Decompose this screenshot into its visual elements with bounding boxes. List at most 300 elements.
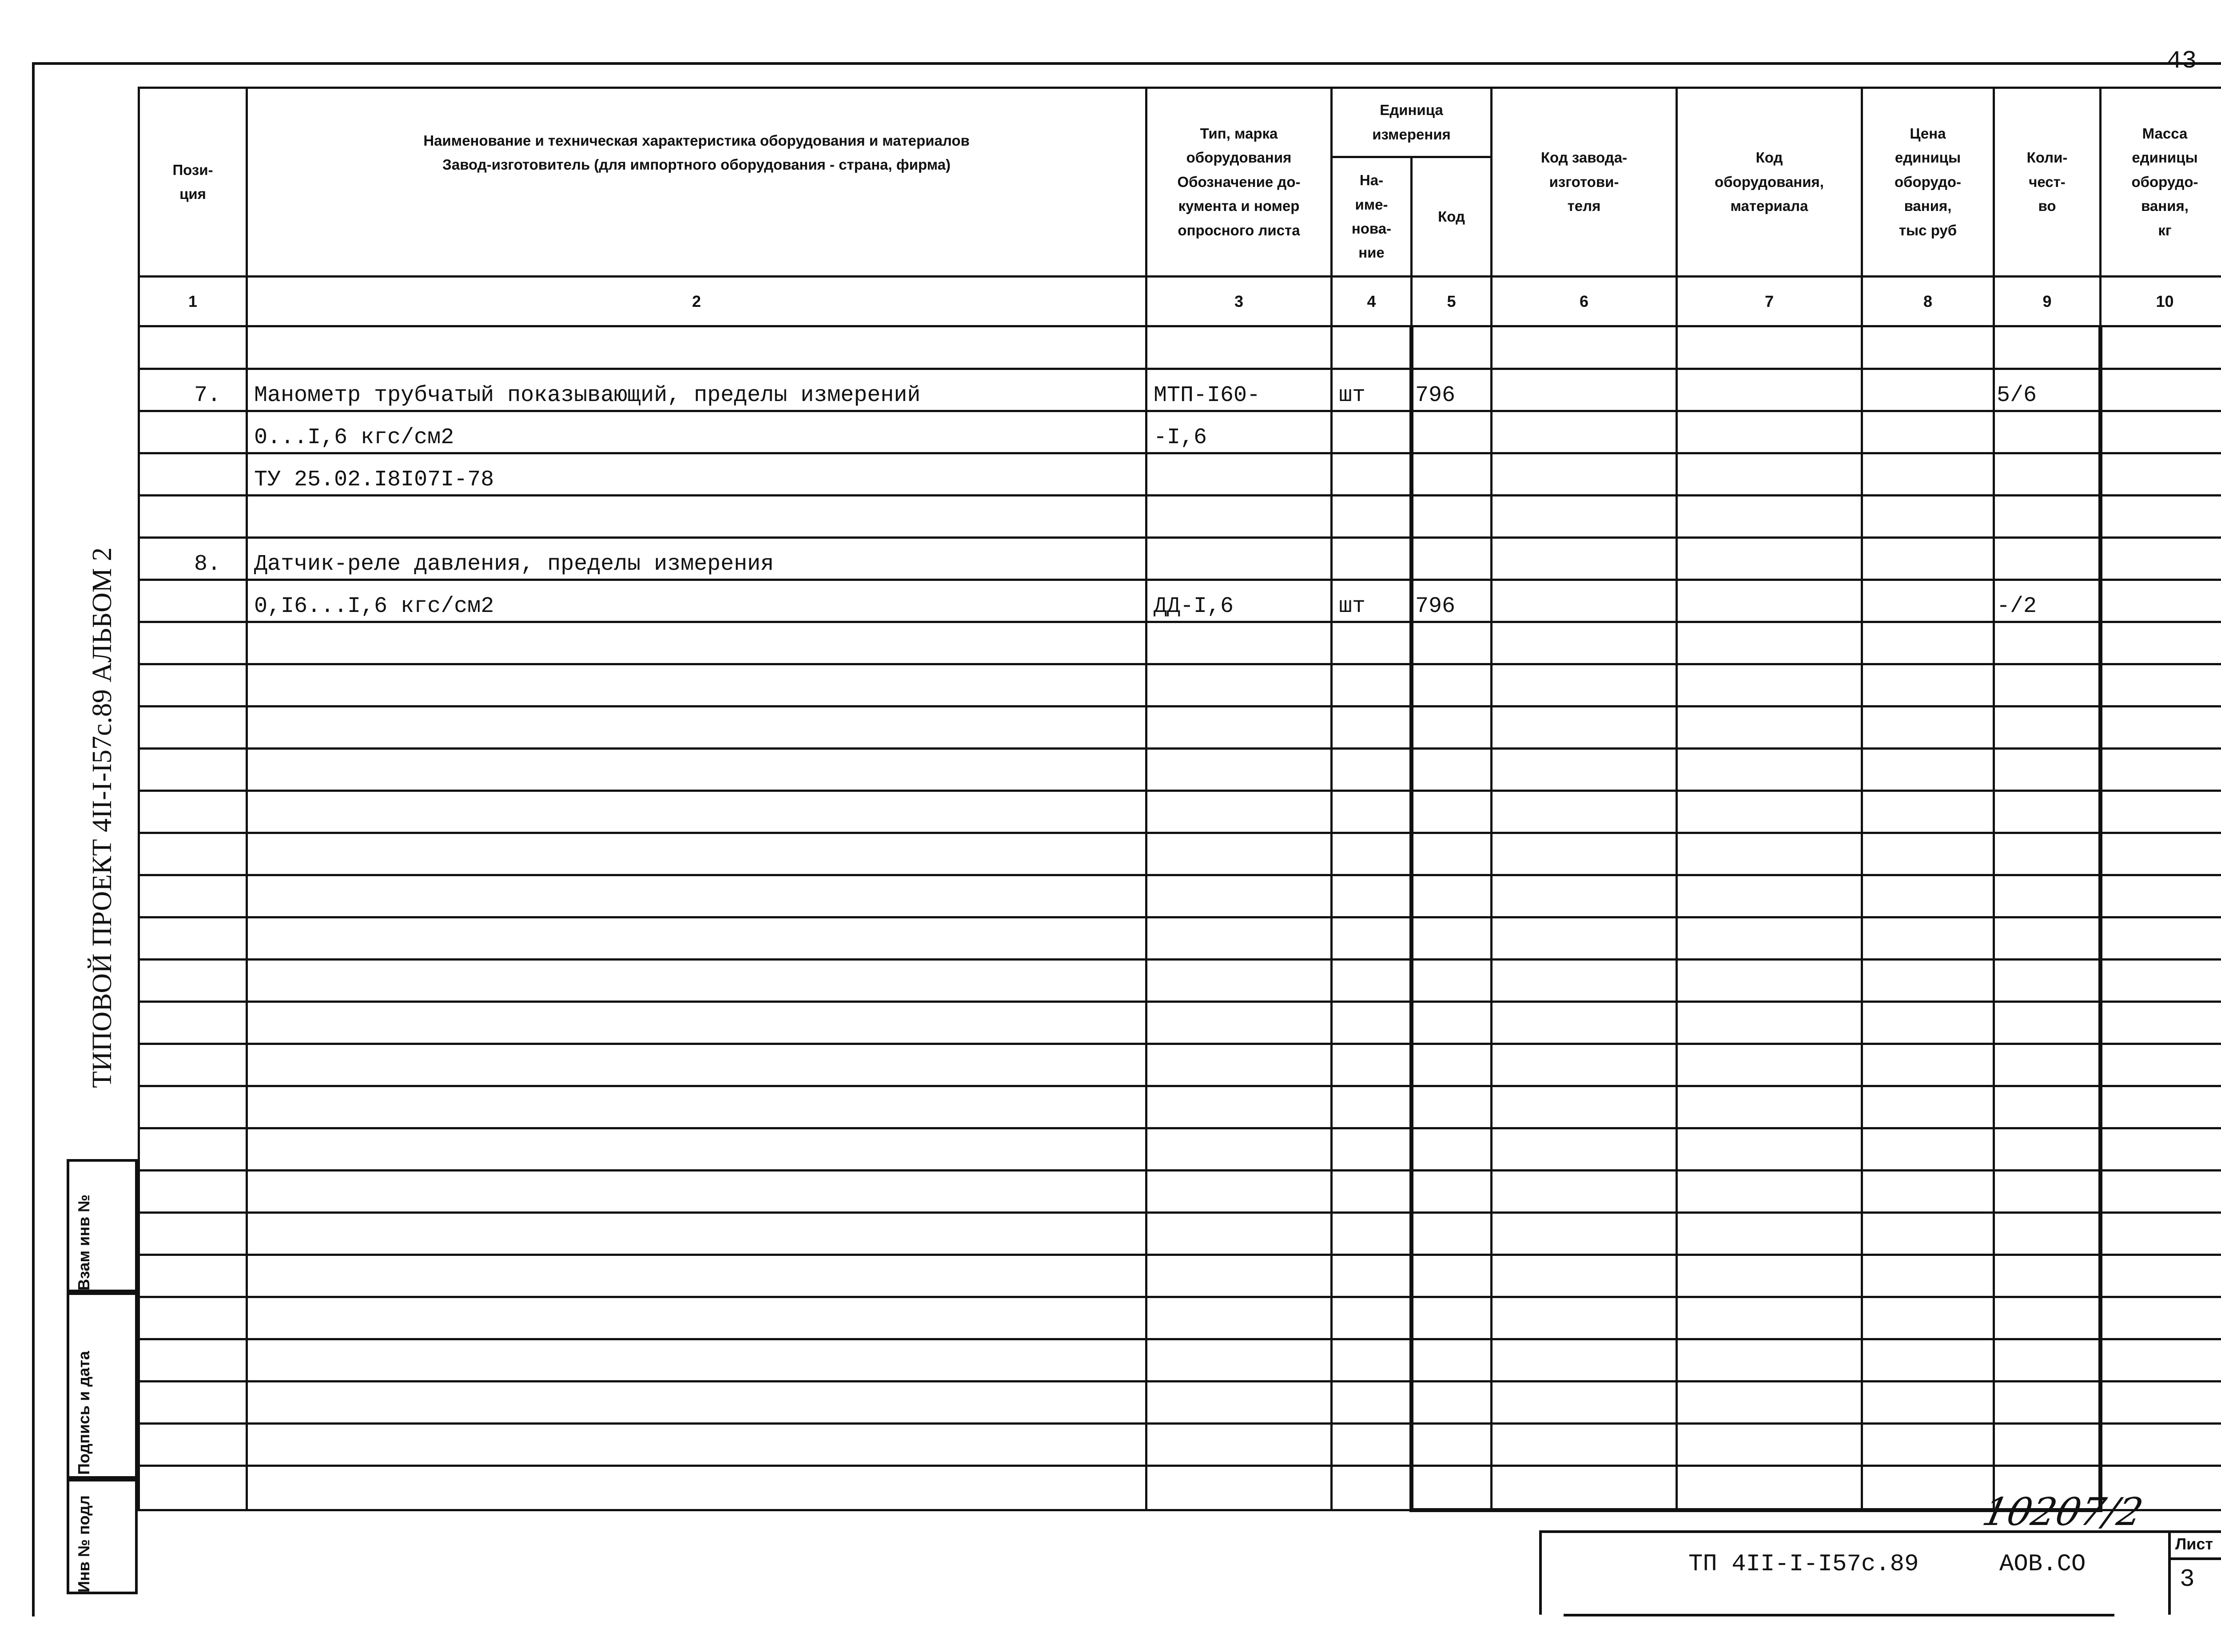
table-cell xyxy=(1862,496,1994,538)
table-cell: 8. xyxy=(139,538,247,580)
table-cell xyxy=(1677,1382,1862,1424)
table-cell xyxy=(2101,1297,2221,1339)
table-cell xyxy=(247,917,1146,960)
column-number: 8 xyxy=(1862,277,1994,326)
table-cell xyxy=(1994,833,2101,875)
table-cell xyxy=(1332,1086,1412,1128)
table-cell xyxy=(1146,875,1332,917)
header-quantity: Коли- чест- во xyxy=(1994,88,2101,277)
side-project-title: ТИПОВОЙ ПРОЕКТ 4II-I-I57с.89 АЛЬБОМ 2 xyxy=(87,547,117,1088)
table-cell xyxy=(1412,875,1492,917)
table-cell xyxy=(1862,1171,1994,1213)
title-block xyxy=(1539,1530,2221,1615)
table-cell xyxy=(1146,1213,1332,1255)
table-cell xyxy=(1332,1339,1412,1382)
table-cell xyxy=(139,1002,247,1044)
column-number: 6 xyxy=(1492,277,1677,326)
table-cell xyxy=(2101,917,2221,960)
table-cell xyxy=(1862,875,1994,917)
table-row xyxy=(139,1424,2221,1466)
table-cell xyxy=(1677,622,1862,664)
table-cell xyxy=(1332,1382,1412,1424)
table-cell: Манометр трубчатый показывающий, пределы измерений xyxy=(247,369,1146,411)
table-cell xyxy=(1862,707,1994,749)
handwritten-number: 10207/2 xyxy=(1978,1490,2147,1534)
table-cell xyxy=(1677,326,1862,369)
header-equipment-code: Код оборудования, материала xyxy=(1677,88,1862,277)
table-cell xyxy=(1412,960,1492,1002)
table-cell xyxy=(139,326,247,369)
table-cell xyxy=(1146,1086,1332,1128)
table-cell: Датчик-реле давления, пределы измерения xyxy=(247,538,1146,580)
page-number: 43 xyxy=(2167,47,2197,75)
table-cell xyxy=(247,875,1146,917)
table-cell xyxy=(2101,707,2221,749)
table-cell xyxy=(247,833,1146,875)
table-row xyxy=(139,791,2221,833)
table-cell xyxy=(1492,326,1677,369)
table-cell: 796 xyxy=(1412,369,1492,411)
table-row xyxy=(139,960,2221,1002)
table-cell xyxy=(139,960,247,1002)
table-cell xyxy=(247,326,1146,369)
table-cell xyxy=(1677,1424,1862,1466)
table-row xyxy=(139,580,2221,622)
table-cell xyxy=(1492,917,1677,960)
table-cell xyxy=(1492,1128,1677,1171)
table-cell xyxy=(1146,1466,1332,1510)
table-cell xyxy=(247,496,1146,538)
table-cell xyxy=(1332,1424,1412,1466)
column-number: 5 xyxy=(1412,277,1492,326)
table-cell xyxy=(1332,833,1412,875)
table-cell xyxy=(1492,1002,1677,1044)
table-cell xyxy=(1146,538,1332,580)
table-cell xyxy=(139,411,247,453)
table-cell xyxy=(1412,1002,1492,1044)
sheet-number: 3 xyxy=(2180,1565,2195,1593)
table-cell xyxy=(1332,1044,1412,1086)
table-cell xyxy=(139,1382,247,1424)
table-cell xyxy=(1146,960,1332,1002)
table-cell xyxy=(139,1128,247,1171)
table-cell xyxy=(1332,411,1412,453)
table-cell xyxy=(1412,833,1492,875)
table-cell xyxy=(2101,1382,2221,1424)
table-cell xyxy=(1412,1339,1492,1382)
header-unit-code: Код xyxy=(1412,157,1492,277)
table-cell: шт xyxy=(1332,580,1412,622)
table-cell xyxy=(1862,791,1994,833)
table-row xyxy=(139,917,2221,960)
table-cell xyxy=(1146,1044,1332,1086)
table-cell xyxy=(1412,1255,1492,1297)
title-block-bottom-rule xyxy=(1564,1614,2114,1616)
table-cell xyxy=(1492,1213,1677,1255)
table-cell xyxy=(1492,580,1677,622)
table-cell xyxy=(1332,707,1412,749)
table-row xyxy=(139,411,2221,453)
table-cell xyxy=(1677,1086,1862,1128)
table-cell xyxy=(1492,622,1677,664)
table-cell xyxy=(1412,1086,1492,1128)
table-cell xyxy=(247,1255,1146,1297)
table-cell xyxy=(1994,1213,2101,1255)
table-row xyxy=(139,622,2221,664)
table-cell xyxy=(247,1086,1146,1128)
table-cell xyxy=(1492,749,1677,791)
sheet-label: Лист xyxy=(2175,1535,2213,1553)
table-cell xyxy=(1862,411,1994,453)
table-cell xyxy=(1146,326,1332,369)
table-cell xyxy=(1862,917,1994,960)
table-cell xyxy=(1994,538,2101,580)
table-cell: 796 xyxy=(1412,580,1492,622)
table-cell xyxy=(1412,1466,1492,1510)
table-cell xyxy=(1492,1044,1677,1086)
specification-table xyxy=(138,87,2221,1512)
table-cell xyxy=(1677,917,1862,960)
table-cell: шт xyxy=(1332,369,1412,411)
table-cell xyxy=(247,1382,1146,1424)
table-cell: 0...I,6 кгс/см2 xyxy=(247,411,1146,453)
table-cell xyxy=(1332,917,1412,960)
table-cell xyxy=(2101,1044,2221,1086)
table-row xyxy=(139,707,2221,749)
table-cell xyxy=(1862,1213,1994,1255)
table-cell xyxy=(2101,622,2221,664)
table-cell xyxy=(1492,411,1677,453)
table-cell xyxy=(1994,1255,2101,1297)
table-cell xyxy=(247,1424,1146,1466)
table-cell xyxy=(1412,1297,1492,1339)
table-cell xyxy=(1994,917,2101,960)
table-cell: ДД-I,6 xyxy=(1146,580,1332,622)
table-cell xyxy=(1492,1339,1677,1382)
table-cell xyxy=(139,664,247,707)
table-cell xyxy=(247,1171,1146,1213)
table-cell xyxy=(1412,1171,1492,1213)
table-cell xyxy=(139,1213,247,1255)
header-unit-mass: Масса единицы оборудо- вания, кг xyxy=(2101,88,2221,277)
table-cell xyxy=(2101,1171,2221,1213)
table-cell xyxy=(139,1339,247,1382)
table-cell xyxy=(2101,875,2221,917)
table-cell xyxy=(1994,664,2101,707)
table-cell xyxy=(2101,833,2221,875)
table-cell xyxy=(1677,1339,1862,1382)
table-cell xyxy=(1146,1128,1332,1171)
table-cell xyxy=(139,875,247,917)
table-cell xyxy=(1862,664,1994,707)
table-cell xyxy=(1492,707,1677,749)
table-cell xyxy=(1492,875,1677,917)
table-cell xyxy=(1994,496,2101,538)
table-cell xyxy=(2101,960,2221,1002)
table-cell xyxy=(1862,538,1994,580)
table-cell xyxy=(1146,453,1332,496)
table-cell xyxy=(1862,1128,1994,1171)
column-number: 4 xyxy=(1332,277,1412,326)
table-cell xyxy=(1677,1128,1862,1171)
table-cell xyxy=(247,1002,1146,1044)
table-cell xyxy=(1146,791,1332,833)
table-cell xyxy=(1412,749,1492,791)
table-row xyxy=(139,326,2221,369)
table-cell xyxy=(1862,622,1994,664)
table-cell xyxy=(1677,1213,1862,1255)
table-row xyxy=(139,369,2221,411)
table-cell xyxy=(1492,960,1677,1002)
table-cell xyxy=(1332,1128,1412,1171)
table-cell xyxy=(1677,1255,1862,1297)
table-cell xyxy=(1146,1297,1332,1339)
table-cell xyxy=(1412,622,1492,664)
table-cell xyxy=(1677,833,1862,875)
table-cell xyxy=(247,622,1146,664)
table-cell xyxy=(139,622,247,664)
column-number: 7 xyxy=(1677,277,1862,326)
table-cell xyxy=(1862,1255,1994,1297)
header-unit-group: Единица измерения xyxy=(1332,88,1492,157)
document-designation: ТП 4II-I-I57с.89 xyxy=(1688,1551,1919,1578)
table-cell xyxy=(1332,496,1412,538)
column-number: 9 xyxy=(1994,277,2101,326)
table-cell xyxy=(1146,833,1332,875)
table-row xyxy=(139,1002,2221,1044)
table-cell xyxy=(2101,453,2221,496)
stamp-signature-date: Подпись и дата xyxy=(67,1292,138,1479)
table-cell xyxy=(1332,1297,1412,1339)
table-cell xyxy=(2101,538,2221,580)
document-code: АОВ.СО xyxy=(1999,1551,2086,1578)
table-cell xyxy=(2101,1128,2221,1171)
header-manufacturer-code: Код завода- изготови- теля xyxy=(1492,88,1677,277)
table-cell xyxy=(1492,1086,1677,1128)
table-cell xyxy=(1146,1002,1332,1044)
table-cell xyxy=(1677,411,1862,453)
table-cell xyxy=(139,1297,247,1339)
table-cell xyxy=(1492,1382,1677,1424)
stamp-original-inv: Инв № подл xyxy=(67,1479,138,1594)
table-cell xyxy=(1146,496,1332,538)
table-cell xyxy=(1492,453,1677,496)
table-cell xyxy=(1332,538,1412,580)
table-cell xyxy=(1146,664,1332,707)
table-cell xyxy=(1412,496,1492,538)
table-cell xyxy=(1412,538,1492,580)
table-cell xyxy=(1994,1044,2101,1086)
table-cell xyxy=(2101,369,2221,411)
table-cell xyxy=(1332,791,1412,833)
header-position: Пози- ция xyxy=(139,88,247,277)
sheet-box xyxy=(2168,1533,2221,1615)
table-cell xyxy=(2101,326,2221,369)
table-cell xyxy=(1332,326,1412,369)
table-cell xyxy=(2101,1002,2221,1044)
table-cell xyxy=(247,791,1146,833)
table-cell xyxy=(1332,1466,1412,1510)
table-cell xyxy=(1677,791,1862,833)
table-row xyxy=(139,749,2221,791)
table-cell xyxy=(1677,664,1862,707)
table-cell xyxy=(2101,749,2221,791)
table-cell xyxy=(1994,1339,2101,1382)
table-cell xyxy=(1862,453,1994,496)
table-cell xyxy=(139,496,247,538)
table-cell xyxy=(139,833,247,875)
table-cell xyxy=(139,1424,247,1466)
table-cell xyxy=(1492,538,1677,580)
table-row xyxy=(139,833,2221,875)
table-cell xyxy=(1492,664,1677,707)
table-cell xyxy=(2101,1339,2221,1382)
table-cell xyxy=(1146,749,1332,791)
table-cell xyxy=(1146,707,1332,749)
table-cell xyxy=(139,1255,247,1297)
table-cell xyxy=(1146,622,1332,664)
table-cell xyxy=(1994,1424,2101,1466)
table-cell xyxy=(1994,1002,2101,1044)
table-cell xyxy=(1862,1424,1994,1466)
table-cell xyxy=(139,791,247,833)
table-cell xyxy=(1677,1466,1862,1510)
table-cell xyxy=(1146,1171,1332,1213)
table-cell xyxy=(1994,707,2101,749)
table-cell xyxy=(1492,1171,1677,1213)
table-cell xyxy=(1994,1128,2101,1171)
table-cell xyxy=(1492,1424,1677,1466)
table-cell xyxy=(1332,960,1412,1002)
table-cell xyxy=(1332,1171,1412,1213)
table-cell xyxy=(2101,580,2221,622)
table-cell xyxy=(1412,1128,1492,1171)
table-cell xyxy=(1492,791,1677,833)
table-cell xyxy=(1862,1382,1994,1424)
table-cell xyxy=(2101,1086,2221,1128)
table-cell xyxy=(1412,664,1492,707)
table-row xyxy=(139,1086,2221,1128)
table-cell xyxy=(1412,1424,1492,1466)
stamp-replacement-inv: Взам инв № xyxy=(67,1159,138,1292)
table-cell xyxy=(1677,453,1862,496)
table-cell xyxy=(1862,1044,1994,1086)
table-cell xyxy=(1332,622,1412,664)
table-cell xyxy=(1862,960,1994,1002)
table-cell xyxy=(1862,833,1994,875)
table-cell xyxy=(1146,1382,1332,1424)
header-unit-name: На- име- нова- ние xyxy=(1332,157,1412,277)
table-cell xyxy=(1492,496,1677,538)
table-cell xyxy=(2101,1424,2221,1466)
table-cell xyxy=(139,453,247,496)
column-number: 3 xyxy=(1146,277,1332,326)
table-cell xyxy=(247,1128,1146,1171)
table-cell xyxy=(1412,326,1492,369)
table-row xyxy=(139,496,2221,538)
table-cell xyxy=(1994,326,2101,369)
table-cell: 0,I6...I,6 кгс/см2 xyxy=(247,580,1146,622)
table-cell xyxy=(247,960,1146,1002)
table-cell xyxy=(1994,1297,2101,1339)
table-cell xyxy=(1332,1255,1412,1297)
header-name: Наименование и техническая характеристика оборудования и материалов Завод-изготовитель (для импортного оборудования - страна, фирма) xyxy=(247,88,1146,277)
table-cell xyxy=(2101,664,2221,707)
table-cell xyxy=(139,1466,247,1510)
table-cell xyxy=(1412,1382,1492,1424)
table-cell xyxy=(247,1213,1146,1255)
table-cell xyxy=(1862,369,1994,411)
table-cell xyxy=(2101,411,2221,453)
table-cell: МТП-I60- xyxy=(1146,369,1332,411)
table-cell xyxy=(1677,1171,1862,1213)
table-cell xyxy=(247,664,1146,707)
table-cell xyxy=(139,917,247,960)
table-cell xyxy=(1994,622,2101,664)
table-cell xyxy=(1146,1424,1332,1466)
table-cell xyxy=(139,1086,247,1128)
table-cell xyxy=(1492,369,1677,411)
table-cell: -/2 xyxy=(1994,580,2101,622)
table-cell xyxy=(1332,1213,1412,1255)
table-cell xyxy=(1677,707,1862,749)
table-cell xyxy=(247,749,1146,791)
table-cell xyxy=(2101,1213,2221,1255)
table-cell xyxy=(1677,1297,1862,1339)
table-cell xyxy=(1994,411,2101,453)
table-cell: 5/6 xyxy=(1994,369,2101,411)
table-cell xyxy=(139,1171,247,1213)
table-cell xyxy=(1492,1297,1677,1339)
table-row xyxy=(139,1255,2221,1297)
column-number: 10 xyxy=(2101,277,2221,326)
table-cell xyxy=(1862,580,1994,622)
table-cell xyxy=(1677,580,1862,622)
table-cell xyxy=(1677,538,1862,580)
table-cell xyxy=(2101,496,2221,538)
table-cell xyxy=(2101,1255,2221,1297)
table-cell xyxy=(1862,1297,1994,1339)
table-cell: 7. xyxy=(139,369,247,411)
table-cell xyxy=(1412,917,1492,960)
table-cell xyxy=(1994,1086,2101,1128)
table-cell: ТУ 25.02.I8I07I-78 xyxy=(247,453,1146,496)
table-cell xyxy=(1677,1044,1862,1086)
table-row xyxy=(139,1382,2221,1424)
table-cell: -I,6 xyxy=(1146,411,1332,453)
table-row xyxy=(139,1297,2221,1339)
table-row xyxy=(139,1213,2221,1255)
table-cell xyxy=(1412,453,1492,496)
table-cell xyxy=(1677,960,1862,1002)
table-row xyxy=(139,1128,2221,1171)
table-cell xyxy=(247,707,1146,749)
table-cell xyxy=(1862,1002,1994,1044)
table-cell xyxy=(1994,791,2101,833)
table-cell xyxy=(247,1044,1146,1086)
table-row xyxy=(139,1339,2221,1382)
column-number: 2 xyxy=(247,277,1146,326)
table-cell xyxy=(1994,875,2101,917)
table-cell xyxy=(1412,1213,1492,1255)
column-number: 1 xyxy=(139,277,247,326)
table-cell xyxy=(139,1044,247,1086)
table-cell xyxy=(1332,664,1412,707)
table-row xyxy=(139,1466,2221,1510)
table-cell xyxy=(1862,1466,1994,1510)
table-cell xyxy=(1412,791,1492,833)
table-cell xyxy=(1677,496,1862,538)
